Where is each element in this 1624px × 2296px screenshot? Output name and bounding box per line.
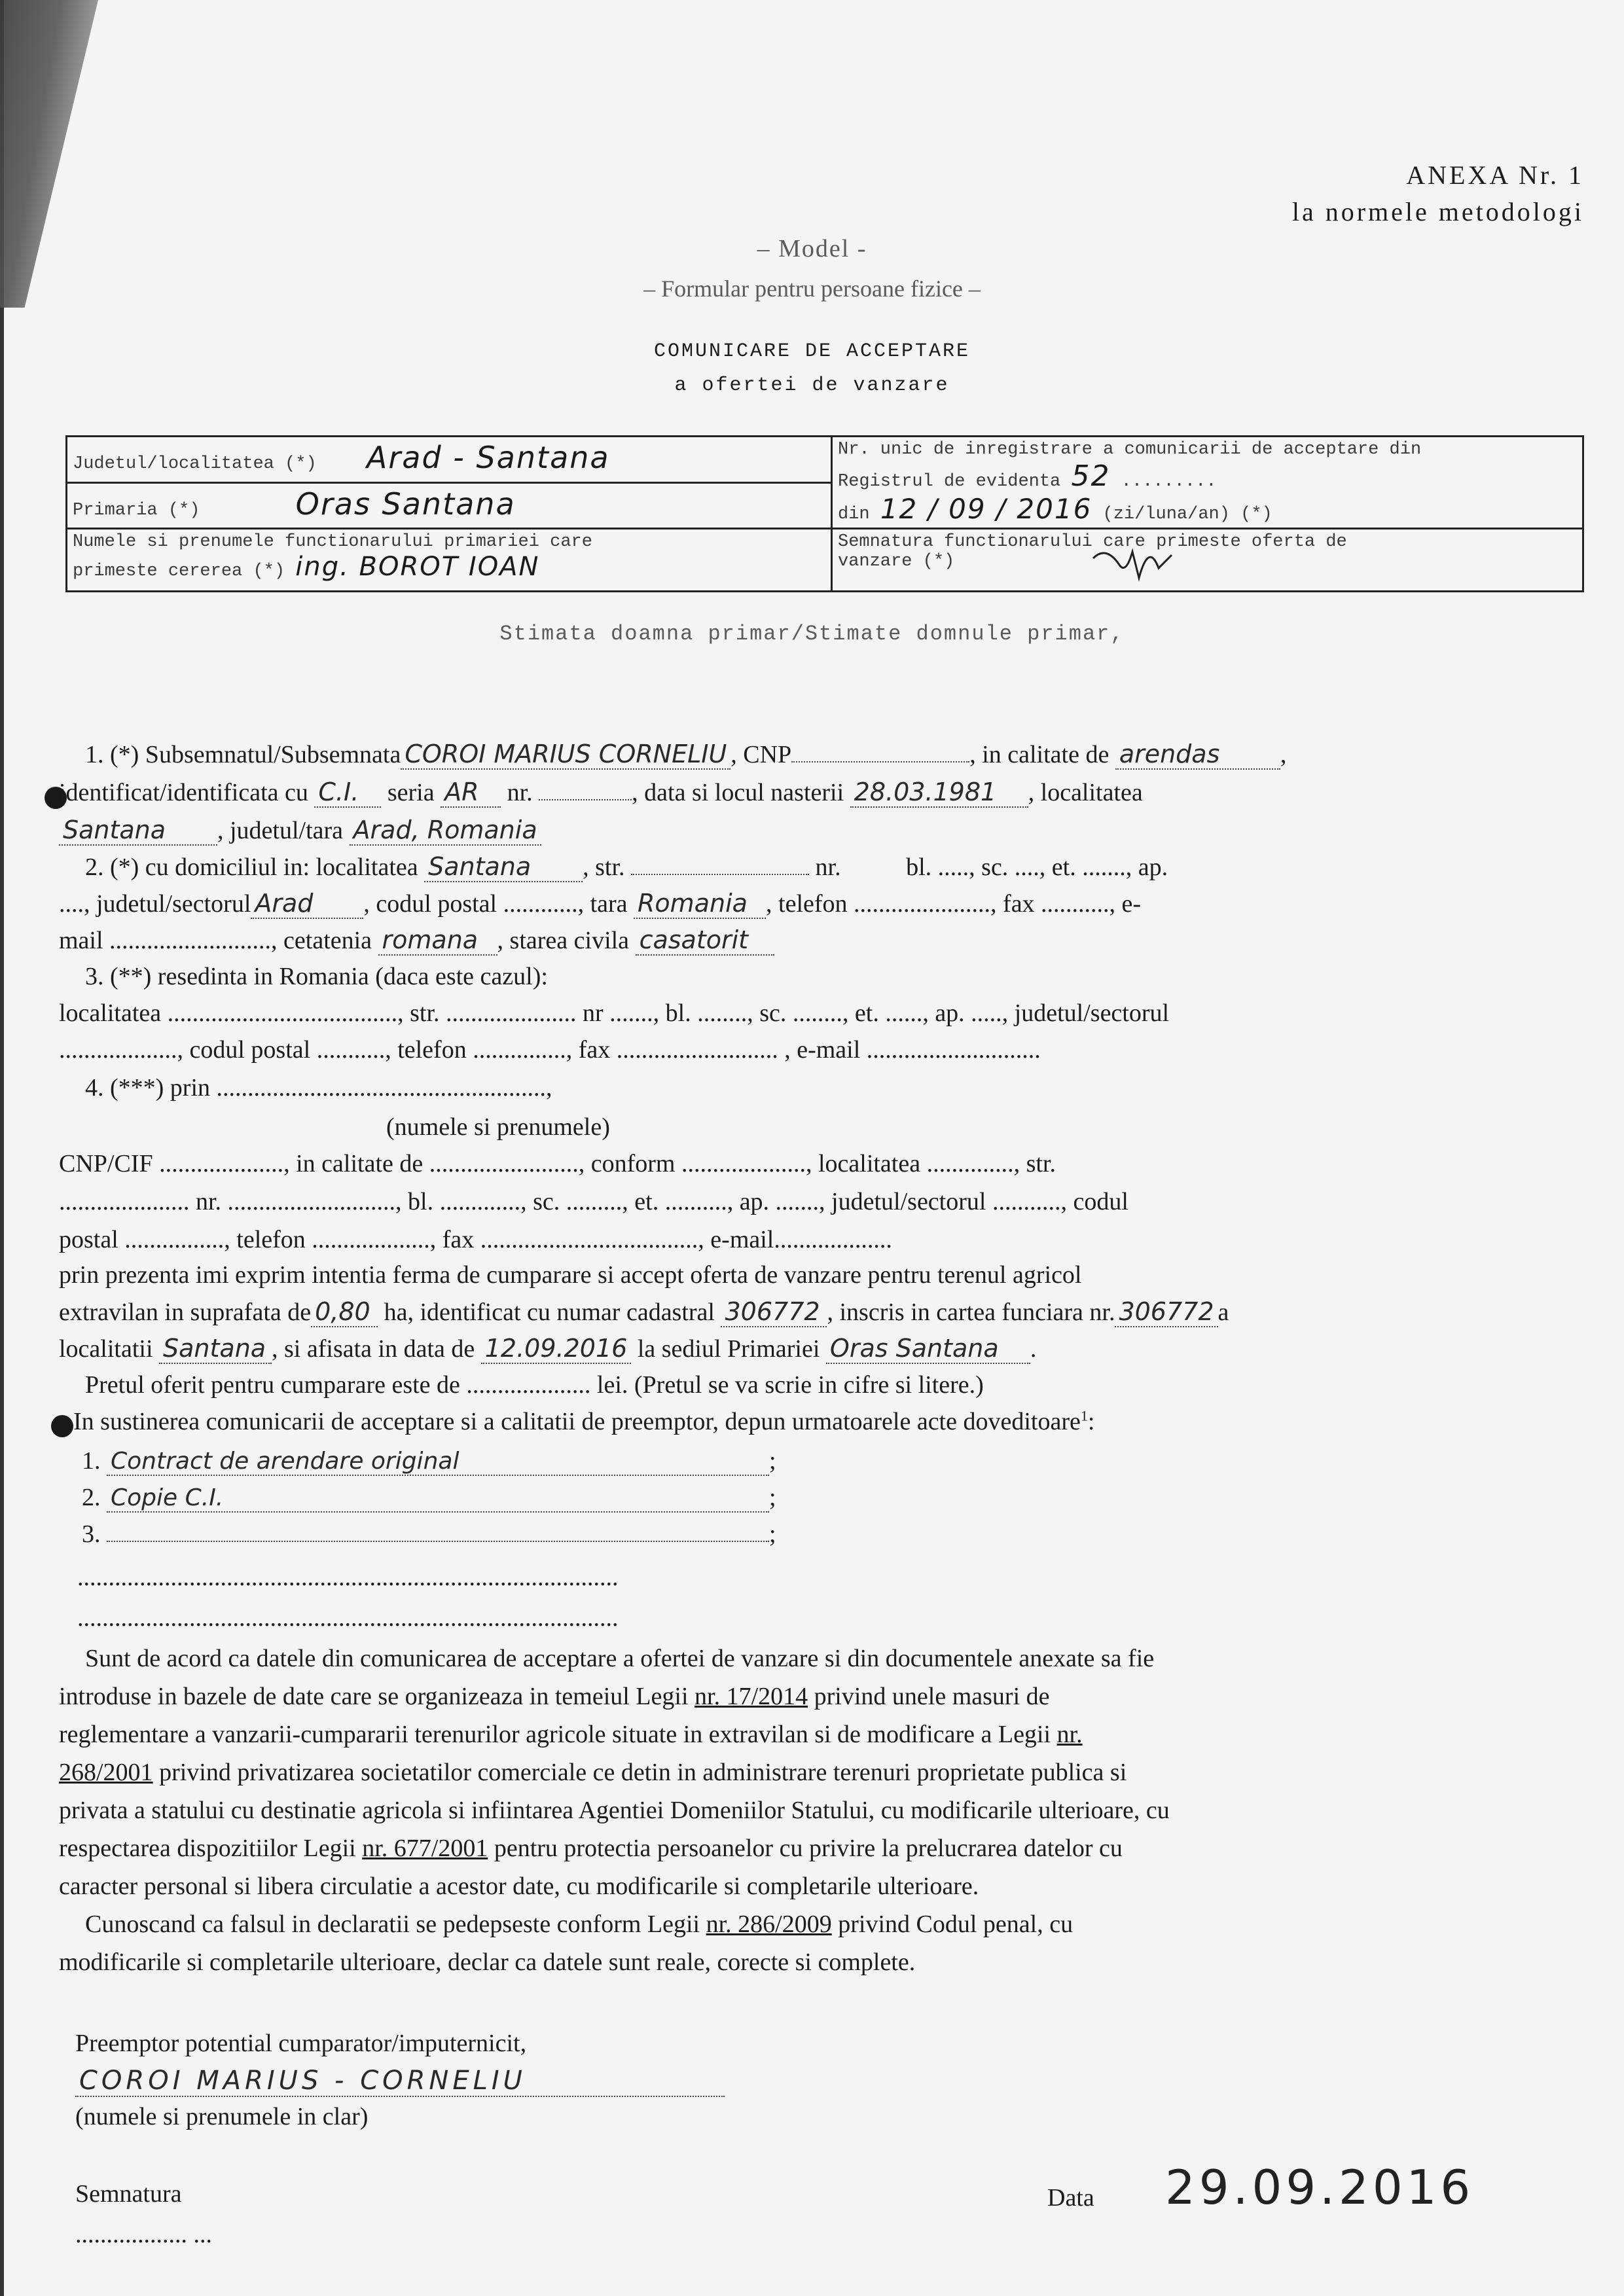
s2-label-domiciliu: 2. (*) cu domiciliul in: localitatea (85, 853, 418, 881)
legal-line-2 (59, 1682, 1050, 1711)
s4-name-note: (numele si prenumele) (386, 1113, 610, 1141)
s1-cnp-field[interactable] (791, 761, 969, 762)
functionar-value[interactable]: ing. BOROT IOAN (295, 552, 540, 582)
offer-label-afisata: , si afisata in data de (272, 1335, 475, 1363)
signature-cell (832, 529, 1583, 592)
s3-line2: ..................., codul postal ..........., telefon ..............., fax .......................... , e-mail ............................ (59, 1036, 1041, 1064)
date-field[interactable]: 29.09.2016 (1165, 2160, 1475, 2215)
model-label: – Model - (757, 235, 867, 262)
doc-number-3: 3. (82, 1520, 101, 1548)
registry-label-1: Nr. unic de inregistrare a comunicarii de acceptare din (838, 440, 1422, 459)
offer-label-a: a (1218, 1299, 1229, 1326)
offer-line2 (59, 1297, 1229, 1327)
doc-number-1: 1. (82, 1447, 101, 1475)
clerk-signature-icon (1087, 539, 1191, 584)
registry-date[interactable]: 12 / 09 / 2016 (880, 493, 1092, 525)
functionar-label-1: Numele si prenumele functionarului primariei care (73, 532, 592, 552)
legal-line-7: caracter personal si libera circulatie a acestor date, cu modificarile si completarile ulterioare. (59, 1873, 979, 1900)
s1-jud-field[interactable]: Arad, Romania (350, 816, 541, 846)
preemptor-name-line (75, 2066, 725, 2097)
doc-item-3: 3. ; (82, 1520, 776, 1548)
s1-label-identificat: identificat/identificata cu (59, 779, 308, 806)
legal-line-4 (59, 1758, 1127, 1787)
judet-label: Judetul/localitatea (*) (73, 454, 317, 474)
offer-support-footnote: 1 (1080, 1407, 1088, 1424)
s1-line2 (59, 778, 1143, 808)
s2-line3 (59, 925, 774, 956)
s1-label-judet: , judetul/tara (217, 817, 344, 844)
legal-text-6a: respectarea dispozitiilor Legii (59, 1835, 356, 1862)
s1-act-field[interactable]: C.I. (314, 778, 381, 808)
registry-date-suffix: (zi/luna/an) (*) (1102, 505, 1272, 524)
legal-line-3 (59, 1720, 1083, 1749)
signature-label: Semnatura (75, 2180, 182, 2208)
s1-label-calitate: , in calitate de (969, 741, 1110, 768)
offer-label-cadastral: ha, identificat cu numar cadastral (384, 1299, 715, 1326)
judet-value[interactable]: Arad - Santana (366, 440, 610, 475)
doc-field-3[interactable] (107, 1541, 769, 1542)
offer-area-field[interactable]: 0,80 (311, 1297, 378, 1327)
s1-birth-field[interactable]: 28.03.1981 (850, 778, 1028, 808)
legal-text-8b: privind Codul penal, cu (838, 1910, 1074, 1938)
offer-label-localitatii: localitatii (59, 1335, 153, 1363)
legal-line-9: modificarile si completarile ulterioare, declar ca datele sunt reale, corecte si complete. (59, 1948, 916, 1976)
s2-loc-field[interactable]: Santana (424, 852, 583, 882)
s2-line1 (85, 852, 1168, 882)
offer-support (73, 1407, 1094, 1436)
signature-field[interactable]: .................. ... (75, 2221, 212, 2248)
s2-civ-field[interactable]: casatorit (636, 925, 774, 956)
legal-line-6 (59, 1834, 1123, 1863)
s1-name-field[interactable]: COROI MARIUS CORNELIU (401, 740, 731, 770)
doc-item-2: 2. Copie C.I. ; (82, 1484, 776, 1511)
s1-label-subsemnat: 1. (*) Subsemnatul/Subsemnata (85, 741, 401, 768)
registry-date-prefix: din (838, 505, 870, 524)
s1-line3 (59, 816, 541, 846)
s1-label-seria: seria (387, 779, 435, 806)
preemptor-name-note: (numele si prenumele in clar) (75, 2103, 369, 2130)
legal-text-8a: Cunoscand ca falsul in declaratii se pedepseste conform Legii (85, 1910, 700, 1938)
offer-cf-field[interactable]: 306772 (1115, 1297, 1218, 1327)
signature-label-2: vanzare (*) (838, 552, 955, 571)
annex-header (1126, 157, 1584, 230)
s3-heading: 3. (**) resedinta in Romania (daca este cazul): (85, 963, 548, 990)
offer-cadastral-field[interactable]: 306772 (721, 1297, 827, 1327)
annex-subtitle: la normele metodologi (1291, 197, 1584, 226)
s4-line1: CNP/CIF ...................., in calitate de ........................, conform ...................., localitatea .............., str. (59, 1150, 1056, 1177)
s2-label-str: , str. (583, 853, 625, 881)
registry-cell: Nr. unic de inregistrare a comunicarii de acceptare din Registrul de evidenta 52 ......... din 12 / 09 / 2016 (zi/luna/an) (*) (832, 437, 1583, 529)
s2-jud-field[interactable]: Arad (251, 889, 363, 919)
legal-text-2a: introduse in bazele de date care se organizeaza in temeiul Legii (59, 1683, 689, 1710)
doc-extra-line-2[interactable]: ....................................................................................... (77, 1604, 619, 1632)
greeting: Stimata doamna primar/Stimate domnule primar, (499, 622, 1125, 646)
s2-cet-field[interactable]: romana (378, 925, 497, 956)
s4-heading: 4. (***) prin ....................................................., (85, 1074, 552, 1102)
s1-nr-field[interactable] (539, 799, 632, 800)
legal-text-3a: reglementare a vanzarii-cumpararii terenurilor agricole situate in extravilan si de modificare a Legii (59, 1721, 1051, 1748)
s1-line1: 1. (*) Subsemnatul/Subsemnata COROI MARIUS CORNELIU , CNP , in calitate de arendas , (85, 740, 1287, 768)
s4-line3: postal ................, telefon ..................., fax ..................................., e-mail................... (59, 1226, 892, 1253)
s2-line2 (59, 889, 1141, 919)
functionar-label-2: primeste cererea (*) (73, 562, 285, 581)
doc-field-1[interactable]: Contract de arendare original (107, 1448, 769, 1476)
s1-label-nr: nr. (507, 779, 533, 806)
s2-tara-field[interactable]: Romania (634, 889, 766, 919)
law-link-286-2009[interactable]: nr. 286/2009 (706, 1910, 832, 1938)
s1-label-localitatea: , localitatea (1028, 779, 1143, 806)
annex-title: ANEXA Nr. 1 (1406, 160, 1584, 190)
form-type-label: – Formular pentru persoane fizice – (643, 276, 981, 302)
doc-extra-line-1[interactable]: ....................................................................................... (77, 1564, 619, 1591)
offer-support-colon: : (1087, 1408, 1095, 1435)
s1-loc-field[interactable]: Santana (59, 816, 217, 846)
offer-support-text: In sustinerea comunicarii de acceptare si a calitatii de preemptor, depun urmatoarele acte doveditoare (73, 1408, 1081, 1435)
signature-label-1: Semnatura functionarului care primeste oferta de (838, 532, 1347, 552)
s4-line2: ..................... nr. ..........................., bl. ............., sc. ........., et. .........., ap. ......., judetul/sectorul ..........., codul (59, 1188, 1128, 1215)
s1-seria-field[interactable]: AR (441, 778, 501, 808)
legal-line-1: Sunt de acord ca datele din comunicarea de acceptare a ofertei de vanzare si din documentele anexate sa fie (85, 1645, 1155, 1672)
s2-label-civil: , starea civila (497, 927, 630, 954)
s2-label-telefon: , telefon ......................, fax ..........., e- (766, 890, 1142, 918)
offer-loc-field[interactable]: Santana (159, 1334, 272, 1364)
registry-number[interactable]: 52 (1071, 459, 1111, 493)
s3-line1: localitatea ....................................., str. ..................... nr ......., bl. ........, sc. ........, et. ......, ap. ....., judetul/sectorul (59, 999, 1170, 1027)
s1-label-cnp: , CNP (731, 741, 792, 768)
primaria-cell (67, 482, 832, 529)
document-subtitle: a ofertei de vanzare (674, 374, 950, 397)
offer-line1: prin prezenta imi exprim intentia ferma de cumparare si accept oferta de vanzare pentru terenul agricol (59, 1261, 1082, 1289)
offer-prim-field[interactable]: Oras Santana (826, 1334, 1030, 1364)
offer-label-suprafata: extravilan in suprafata de (59, 1299, 312, 1326)
law-link-268-2001-b[interactable]: 268/2001 (59, 1759, 153, 1786)
legal-text-2b: privind unele masuri de (814, 1683, 1050, 1710)
s2-label-cetatenia: mail .........................., cetatenia (59, 927, 372, 954)
s2-label-cod: , codul postal ............, tara (363, 890, 628, 918)
legal-line-8 (85, 1910, 1073, 1939)
registration-table (65, 435, 1584, 592)
s1-label-nastere: , data si locul nasterii (632, 779, 844, 806)
law-link-677-2001[interactable]: nr. 677/2001 (362, 1835, 488, 1862)
judet-cell (67, 437, 832, 483)
offer-label-cf: , inscris in cartea funciara nr. (827, 1299, 1115, 1326)
functionar-cell (67, 529, 832, 592)
primaria-label: Primaria (*) (73, 500, 200, 520)
offer-line3: localitatii Santana , si afisata in data de 12.09.2016 la sediul Primariei Oras Santana . (59, 1334, 1037, 1363)
law-link-268-2001-a[interactable]: nr. (1056, 1721, 1083, 1748)
legal-text-6b: pentru protectia persoanelor cu privire la prelucrarea datelor cu (494, 1835, 1123, 1862)
s2-label-bl: bl. ....., sc. ...., et. ......., ap. (906, 853, 1168, 881)
s2-label-judet: ...., judetul/sectorul (59, 890, 251, 918)
offer-price: Pretul oferit pentru cumparare este de .................... lei. (Pretul se va scrie in cifre si litere.) (85, 1371, 984, 1399)
preemptor-label: Preemptor potential cumparator/imputernicit, (75, 2030, 527, 2057)
punch-hole-mark-2 (51, 1415, 73, 1437)
doc-field-2[interactable]: Copie C.I. (107, 1484, 769, 1513)
legal-line-5: privata a statului cu destinatie agricola si infiintarea Agentiei Domeniilor Statului, cu modificarile ulterioare, cu (59, 1797, 1170, 1824)
law-link-17-2014[interactable]: nr. 17/2014 (695, 1683, 808, 1710)
doc-item-1: 1. Contract de arendare original ; (82, 1447, 776, 1475)
doc-number-2: 2. (82, 1484, 101, 1511)
s2-label-nr: nr. (815, 853, 841, 881)
date-label: Data (1047, 2184, 1094, 2212)
s1-calitate-field[interactable]: arendas (1115, 740, 1280, 770)
legal-text-4b: privind privatizarea societatilor comerciale ce detin in administrare terenuri proprietate publica si (159, 1759, 1127, 1786)
document-title: COMUNICARE DE ACCEPTARE (653, 340, 971, 363)
offer-label-sediul: la sediul Primariei (637, 1335, 820, 1363)
primaria-value[interactable]: Oras Santana (295, 486, 516, 522)
s2-str-field[interactable] (631, 874, 809, 875)
offer-date-field[interactable]: 12.09.2016 (481, 1334, 632, 1364)
registry-label-2: Registrul de evidenta (838, 472, 1061, 492)
preemptor-name-field[interactable]: COROI MARIUS - CORNELIU (75, 2066, 725, 2097)
